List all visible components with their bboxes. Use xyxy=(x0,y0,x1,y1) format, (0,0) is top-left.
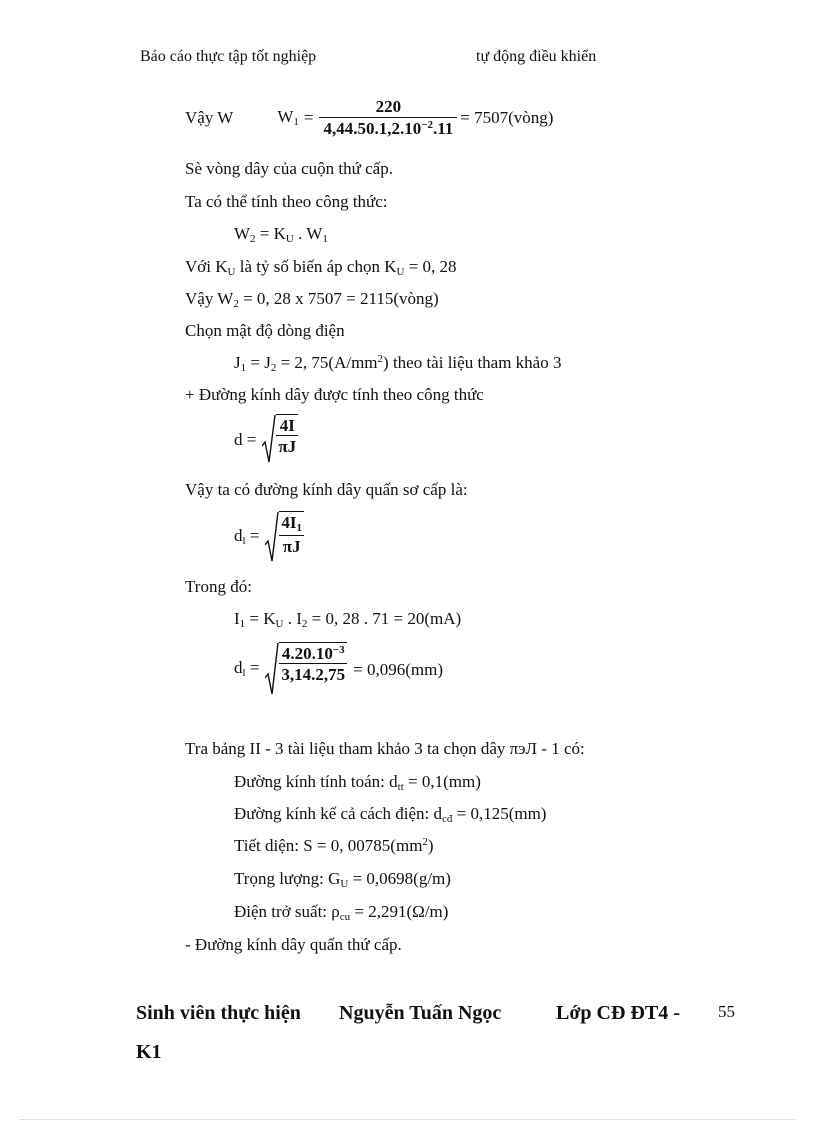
footer-student-name: Nguyễn Tuấn Ngọc xyxy=(339,1002,502,1024)
d1-numerator: $4I_1$ xyxy=(281,513,303,534)
header-left: Báo cáo thực tập tốt nghiệp xyxy=(140,48,317,65)
d1-denominator: πJ xyxy=(282,537,301,556)
footer-class-label: Lớp CĐ ĐT4 - xyxy=(556,1002,680,1024)
j-line: $J_1 = J_2 = 2$, $75(A/mm^2)$ theo tài liệu tham khảo 3 xyxy=(234,353,562,374)
footer-student-label: Sinh viên thực hiện xyxy=(136,1002,301,1024)
d1-formula xyxy=(234,511,304,563)
calc-diameter-line: Đường kính tính toán: $d_{tt} = 0,1(mm)$ xyxy=(234,772,481,793)
insulated-diameter-line: Đường kính kể cả cách điện: $d_{cđ} = 0,125(mm)$ xyxy=(234,804,547,825)
w1-denominator: $4,44.50.1,2.10^{-2}.11$ xyxy=(323,119,454,138)
current-density-line: Chọn mật độ dòng điện xyxy=(185,321,345,340)
w1-equation xyxy=(185,98,553,137)
d1-sqrt xyxy=(265,511,304,563)
page-number: 55 xyxy=(718,1002,735,1021)
diameter-formula-line: + Đường kính dây được tính theo công thức xyxy=(185,385,484,404)
secondary-turns-line: Sè vòng dây của cuộn thứ cấp. xyxy=(185,159,393,178)
d1-value-result: = 0,096(mm) xyxy=(353,659,444,679)
w1-numerator: 220 xyxy=(319,98,457,118)
w2-formula: $W_2 = K_U$ . $W_1$ xyxy=(234,224,328,245)
d-numerator: 4I xyxy=(276,415,298,436)
d1-lhs: $d_l$ = xyxy=(234,526,260,547)
ku-line: Với $K_U$ là tỷ số biến áp chọn $K_U = 0$, 28 xyxy=(185,257,457,278)
w1-result: = 7507(vòng) xyxy=(460,108,554,127)
i1-line: $I_1 = K_U$ . $I_2 = 0$, 28 . 71 = 20(mA) xyxy=(234,609,462,630)
footer-class-cont: K1 xyxy=(136,1041,162,1063)
w1-fraction xyxy=(319,98,457,137)
where-line: Trong đó: xyxy=(185,577,252,596)
cross-section-line: Tiết diện: S = 0, $00785(mm^2)$ xyxy=(234,836,434,855)
d1-value-lhs: $d_l$ = xyxy=(234,658,260,679)
d-sqrt xyxy=(262,414,298,464)
secondary-diameter-line: - Đường kính dây quấn thứ cấp. xyxy=(185,935,402,954)
w1-eq: = xyxy=(303,108,314,127)
d-denominator: πJ xyxy=(278,437,297,456)
resistivity-line: Điện trở suất: $\rho_{cu} = 2,291(\Omega/m)$ xyxy=(234,902,449,923)
header-right: tự động điều khiển xyxy=(476,48,597,65)
table-lookup-line: Tra bảng II - 3 tài liệu tham khảo 3 ta chọn dây πэЛ - 1 có: xyxy=(185,739,585,758)
d1-value-numerator: $4.20.10^{-3}$ xyxy=(279,643,347,664)
d1-value-sqrt xyxy=(265,642,347,696)
w1-intro: Vậy W xyxy=(185,108,234,127)
formula-intro-line: Ta có thể tính theo công thức: xyxy=(185,192,388,211)
primary-diameter-line: Vậy ta có đường kính dây quấn sơ cấp là: xyxy=(185,480,468,499)
page-bottom-divider xyxy=(20,1119,796,1120)
w2-value-line: Vậy $W_2 = 0$, 28 x 7507 = 2115(vòng) xyxy=(185,289,439,310)
d1-value xyxy=(234,642,443,696)
d-lhs: d = xyxy=(234,429,257,449)
w1-lhs: $W_1$ xyxy=(277,106,299,128)
d-formula xyxy=(234,414,298,464)
weight-line: Trọng lượng: $G_U = 0,0698(g/m)$ xyxy=(234,869,451,890)
d1-value-denominator: 3,14.2,75 xyxy=(281,665,346,684)
